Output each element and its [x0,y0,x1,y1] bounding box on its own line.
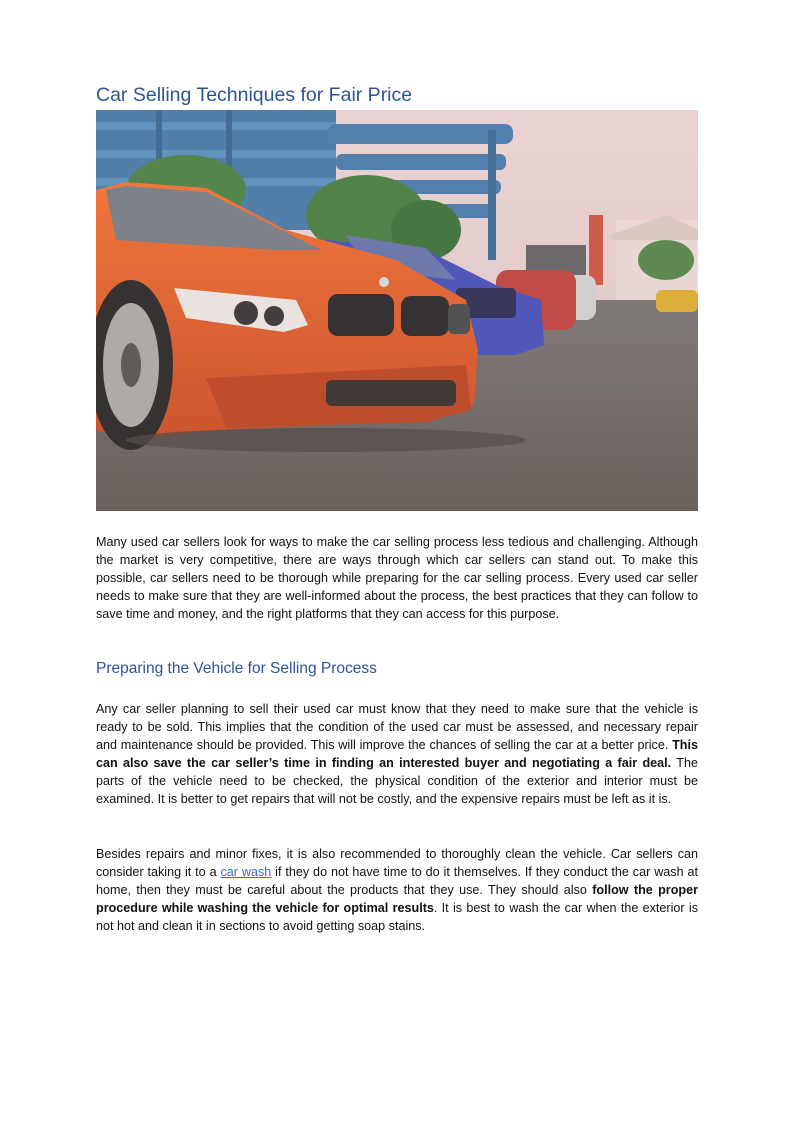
text-span: if they do not have time to do it themselves. If they conduct the car wash at home, then they must be careful about the products that they use. They should also [96,865,698,897]
document-title: Car Selling Techniques for Fair Price [96,84,413,106]
text-span: . It is best to wash the car when the exterior is not hot and clean it in sections to avoid getting soap stains. [96,901,698,933]
text-span: Any car seller planning to sell their used car must know that they need to make sure that the vehicle is ready to be sold. This implies that the condition of the used car must be assessed, and necessary repair and maintenance should be provided. This will improve the chances of selling the car at a better price. [96,702,698,752]
car-wash-link[interactable]: car wash [220,865,272,879]
car-row-photo [96,110,698,511]
bold-text: This can also save the car seller’s time in finding an interested buyer and negotiating a fair deal. [96,738,698,770]
intro-paragraph: Many used car sellers look for ways to make the car selling process less tedious and challenging. Although the market is very competitive, there are ways through which car sellers can stand out. To make this possible, car sellers need to be thorough while preparing for the car selling process. Every used car seller needs to make sure that they are well-informed about the process, the best practices that they can follow to save time and money, and the right platforms that they can access for this purpose. [96,535,698,621]
text-span: The parts of the vehicle need to be checked, the physical condition of the exterior and interior must be examined. It is better to get repairs that will not be costly, and the expensive repairs must be left as it is. [96,756,698,806]
section-paragraph-1 [96,700,698,808]
section-heading: Preparing the Vehicle for Selling Process [96,660,377,677]
section-paragraph-2 [96,845,698,935]
text-span: Besides repairs and minor fixes, it is also recommended to thoroughly clean the vehicle. Car sellers can consider taking it to a [96,847,698,879]
bold-text: follow the proper procedure while washing the vehicle for optimal results [96,883,698,915]
